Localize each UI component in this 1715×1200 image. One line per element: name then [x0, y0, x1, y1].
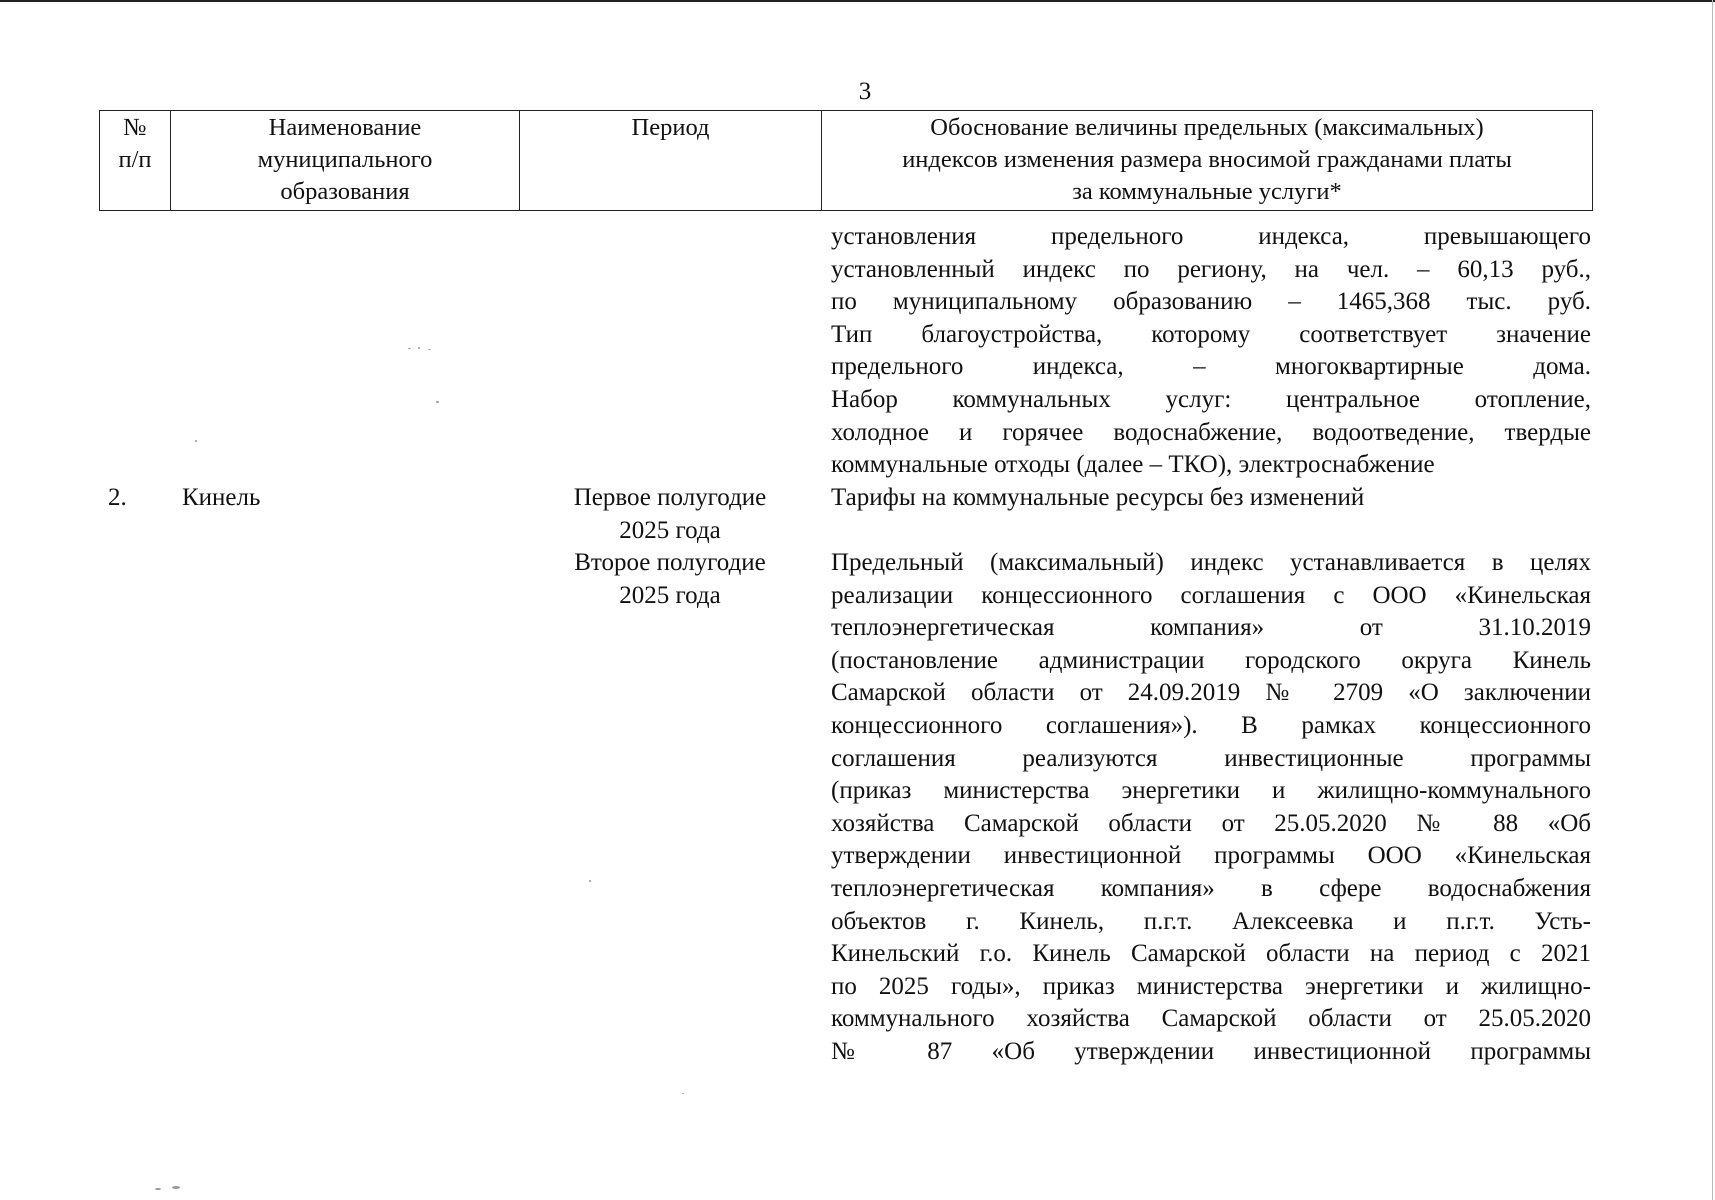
continuation-line: холодное и горячее водоснабжение, водоотведение, твердые [831, 418, 1591, 446]
header-cell-justification: Обоснование величины предельных (максимальных) индексов изменения размера вносимой гражданами платы за коммунальные услуги* [822, 111, 1593, 211]
scan-speck [172, 1186, 180, 1189]
justification-line: утверждении инвестиционной программы ООО «Кинельская [831, 842, 1591, 870]
scan-top-edge [0, 0, 1715, 2]
continuation-line: предельного индекса, – многоквартирные дома. [831, 353, 1591, 381]
continuation-line: установления предельного индекса, превышающего [831, 223, 1591, 250]
table-header [99, 110, 1593, 211]
justification-line: соглашения реализуются инвестиционные программы [831, 744, 1591, 772]
justification-line: реализации концессионного соглашения с ООО «Кинельская [831, 581, 1591, 609]
justification-line: концессионного соглашения»). В рамках концессионного [831, 711, 1591, 739]
row-period-second-half: Второе полугодие 2025 года [574, 549, 766, 609]
header-cell-municipality: Наименование муниципального образования [171, 111, 520, 211]
justification-line: теплоэнергетическая компания» от 31.10.2019 [831, 614, 1591, 642]
row-number: 2. [108, 484, 127, 511]
scan-speck [589, 880, 591, 882]
header-cell-period: Период [520, 111, 822, 211]
continuation-line: Тип благоустройства, которому соответствует значение [831, 320, 1591, 348]
continuation-line: коммунальные отходы (далее – ТКО), электроснабжение [831, 451, 1435, 479]
justification-line: коммунального хозяйства Самарской области от 25.05.2020 [831, 1005, 1591, 1033]
scan-speck [682, 1093, 684, 1094]
justification-line: по 2025 годы», приказ министерства энергетики и жилищно- [831, 972, 1591, 1000]
continuation-line: установленный индекс по региону, на чел. – 60,13 руб., [831, 255, 1591, 283]
row-municipality: Кинель [182, 484, 261, 511]
justification-line: теплоэнергетическая компания» в сфере водоснабжения [831, 874, 1591, 902]
row-period-first-half: Первое полугодие 2025 года [573, 484, 767, 544]
scan-speck [195, 440, 197, 442]
page-number: 3 [858, 78, 872, 105]
row-justification-first-half: Тарифы на коммунальные ресурсы без изменений [831, 484, 1365, 511]
justification-line: объектов г. Кинель, п.г.т. Алексеевка и п.г.т. Усть- [831, 907, 1591, 935]
justification-line: (приказ министерства энергетики и жилищно-коммунального [831, 777, 1591, 805]
scan-speck [428, 349, 431, 350]
continuation-line: по муниципальному образованию – 1465,368 тыс. руб. [831, 288, 1591, 316]
scan-speck [436, 401, 439, 403]
justification-line: хозяйства Самарской области от 25.05.2020 № 88 «Об [831, 809, 1591, 837]
scan-speck [408, 348, 411, 349]
row-justification-second-half [831, 547, 1591, 1069]
continuation-paragraph [831, 221, 1591, 482]
scan-speck [155, 1188, 161, 1190]
justification-line: Самарской области от 24.09.2019 № 2709 «О заключении [831, 679, 1591, 707]
header-cell-number: № п/п [100, 111, 171, 211]
scan-right-edge [1712, 0, 1713, 1200]
justification-line: (постановление администрации городского округа Кинель [831, 646, 1591, 674]
justification-line: № 87 «Об утверждении инвестиционной программы [831, 1037, 1591, 1065]
justification-line: Кинельский г.о. Кинель Самарской области на период с 2021 [831, 940, 1591, 968]
continuation-line: Набор коммунальных услуг: центральное отопление, [831, 385, 1591, 413]
scan-speck [418, 347, 420, 349]
justification-line: Предельный (максимальный) индекс устанавливается в целях [831, 549, 1591, 576]
